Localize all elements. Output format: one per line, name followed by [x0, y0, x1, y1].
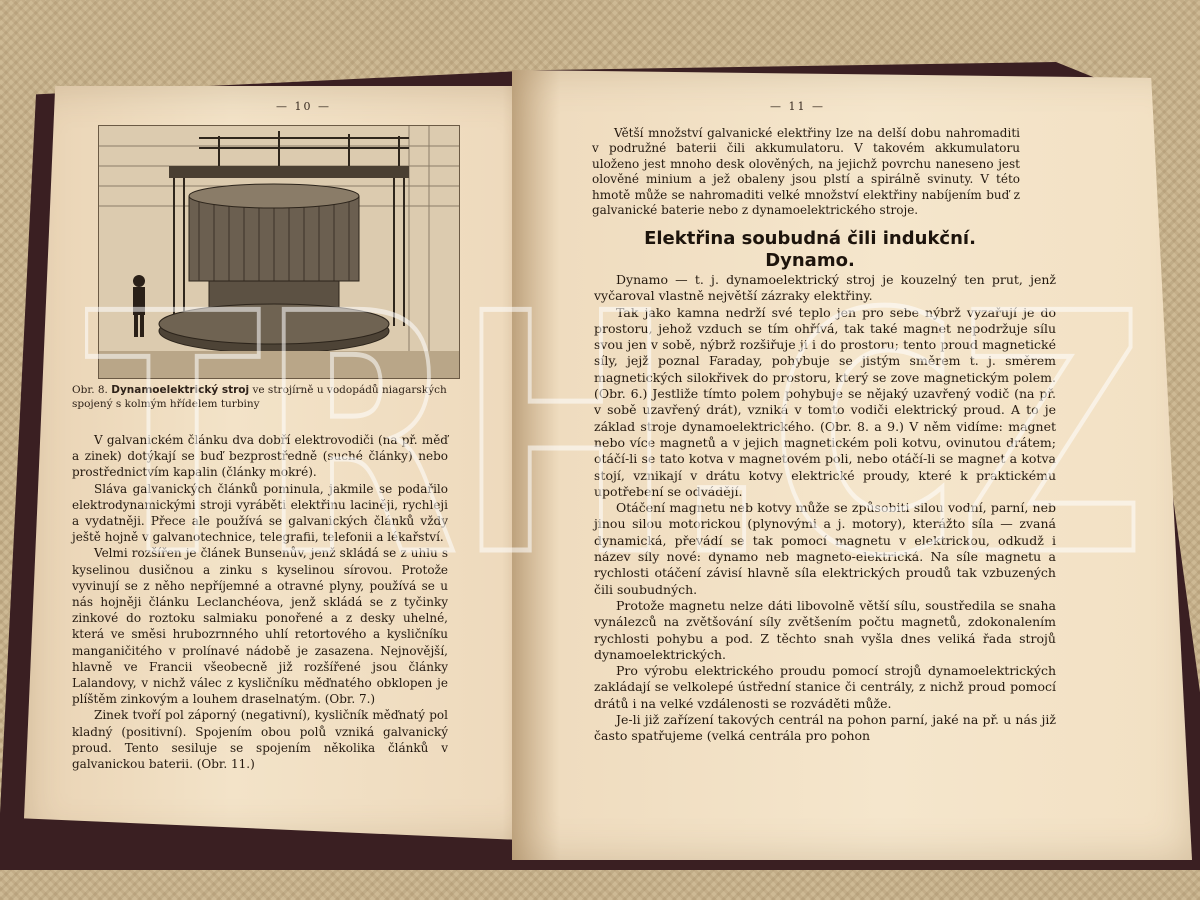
right-page-intro — [592, 126, 1020, 218]
paragraph: Zinek tvoří pol záporný (negativní), kysličník měďnatý pol kladný (positivní). Spojením obou polů vzniká galvanický proud. Tento sesiluje se spojením několika článků v galvanickou baterii. (Obr. 11.) — [72, 708, 448, 772]
figure-caption — [72, 383, 472, 411]
paragraph: V galvanickém článku dva dobří elektrovodiči (na př. měď a zinek) dotýkají se buď bezprostředně (suché články) nebo prostřednictvím kapalin (články mokré). — [72, 433, 448, 480]
watermark-text: TRH.CZ — [85, 244, 1145, 628]
section-heading — [595, 228, 1025, 272]
paragraph: Pro výrobu elektrického proudu pomocí strojů dynamoelektrických zakládají se velkolepé ústřední stanice či centrály, z nichž proud pomocí drátů i na velké vzdálenosti se rozváděti může. — [594, 663, 1056, 711]
paragraph: Velmi rozšířen je článek Bunsenův, jenž skládá se z uhlu s kyselinou dusičnou a zinku s kyselinou sírovou. Protože vyvinují se z něho nepříjemné a otravné plyny, používá se u nás hojněji článku Leclanchéova, jenž skládá se z tyčinky zinkové do roztoku salmiaku ponořené a z desky uhelné, která ve směsi hrubozrnného uhlí retortového a kysličníku manganičitého v prolínavé nádobě je zasazena. Nejnovější, hlavně ve Francii všeobecně již rozšířené jsou články Lalandovy, v nichž válec z kysličníku měďnatého obklopen je plíštěm zinkovým a louhem draselnatým. (Obr. 7.) — [72, 546, 448, 707]
paragraph: Větší množství galvanické elektřiny lze na delší dobu nahromaditi v podružné baterii čili akkumulatoru. V takovém akkumulatoru uloženo jest mnoho desk olověných, na jejichž povrchu naneseno jest olověné minium a jež obaleny jsou plstí a spirálně svinuty. V této hmotě může se nahromaditi velké množství elektřiny nabíjením buď z galvanické baterie nebo z dynamoelektrického stroje. — [592, 126, 1020, 218]
paragraph: Otáčení magnetu neb kotvy může se způsobiti silou vodní, parní, neb jinou silou motorickou (plynovými a j. motory), kterážto síla — zvaná dynamická, převádí se tak pomocí magnetu v elektrickou, odkudž i název síly nové: dynamo neb magneto-elektrická. Na síle magnetu a rychlosti otáčení závisí hlavně síla elektrických proudů tak vzbuzených čili soubudných. — [594, 500, 1056, 597]
caption-prefix: Obr. 8. — [72, 384, 108, 396]
right-page-text — [594, 272, 1056, 745]
paragraph: Tak jako kamna nedrží své teplo jen pro sebe nýbrž vyzařují je do prostoru, jehož vzduch se tím ohřívá, tak také magnet nepodržuje sílu svou jen v sobě, nýbrž rozšiřuje ji i do prostoru; tento proud magnetické síly, jejž poznal Faraday, pohybuje se jistým směrem t. j. směrem magnetických silokřivek do prostoru, který se zove magnetickým polem. (Obr. 6.) Jestliže tímto polem pohybuje se nějaký uzavřený vodič (na př. v sobě uzavřený drát), vzniká v tomto vodiči elektrický proud. A to je základ stroje dynamoelektrického. (Obr. 8. a 9.) V něm vidíme: magnet nebo více magnetů a v jejich magnetickém poli kotvu, ovinutou drátem; otáčí-li se tato kotva v magnetovém poli, nebo otáčí-li se magnet a kotva stojí, vznikají v drátu kotvy elektrické proudy, které k praktickému upotřebení se odvádějí. — [594, 304, 1056, 499]
paragraph: Dynamo — t. j. dynamoelektrický stroj je kouzelný ten prut, jenž vyčaroval vlastně největší zázraky elektřiny. — [594, 272, 1056, 304]
left-page-number: — 10 — — [276, 100, 331, 113]
left-page-text — [72, 432, 448, 772]
heading-line-1: Elektřina soubudná čili indukční. — [644, 228, 976, 249]
paragraph: Protože magnetu nelze dáti libovolně větší sílu, soustředila se snaha vynálezců na zvětšování síly zvětšením počtu magnetů, zdokonalením rychlosti pohybu a pod. Z těchto snah vyšla dnes veliká řada strojů dynamoelektrických. — [594, 597, 1056, 662]
paragraph: Je-li již zařízení takových centrál na pohon parní, jaké na př. u nás již často spatřujeme (velká centrála pro pohon — [594, 712, 1056, 744]
paragraph: Sláva galvanických článků pominula, jakmile se podařilo elektrodynamickými stroji vyráběti elektřinu laciněji, rychleji a vydatněji. Přece ale používá se galvanických článků vždy ještě hojně v galvanotechnice, telegrafii, telefonii a lékařství. — [72, 481, 448, 545]
dynamo-illustration — [98, 125, 460, 379]
caption-rest: ve strojírně u vodopádů niagarských spojený s kolmým hřídelem turbiny — [72, 384, 447, 410]
heading-line-2: Dynamo. — [765, 250, 855, 271]
caption-title: Dynamoelektrický stroj — [111, 384, 250, 396]
right-page-number: — 11 — — [770, 100, 825, 113]
